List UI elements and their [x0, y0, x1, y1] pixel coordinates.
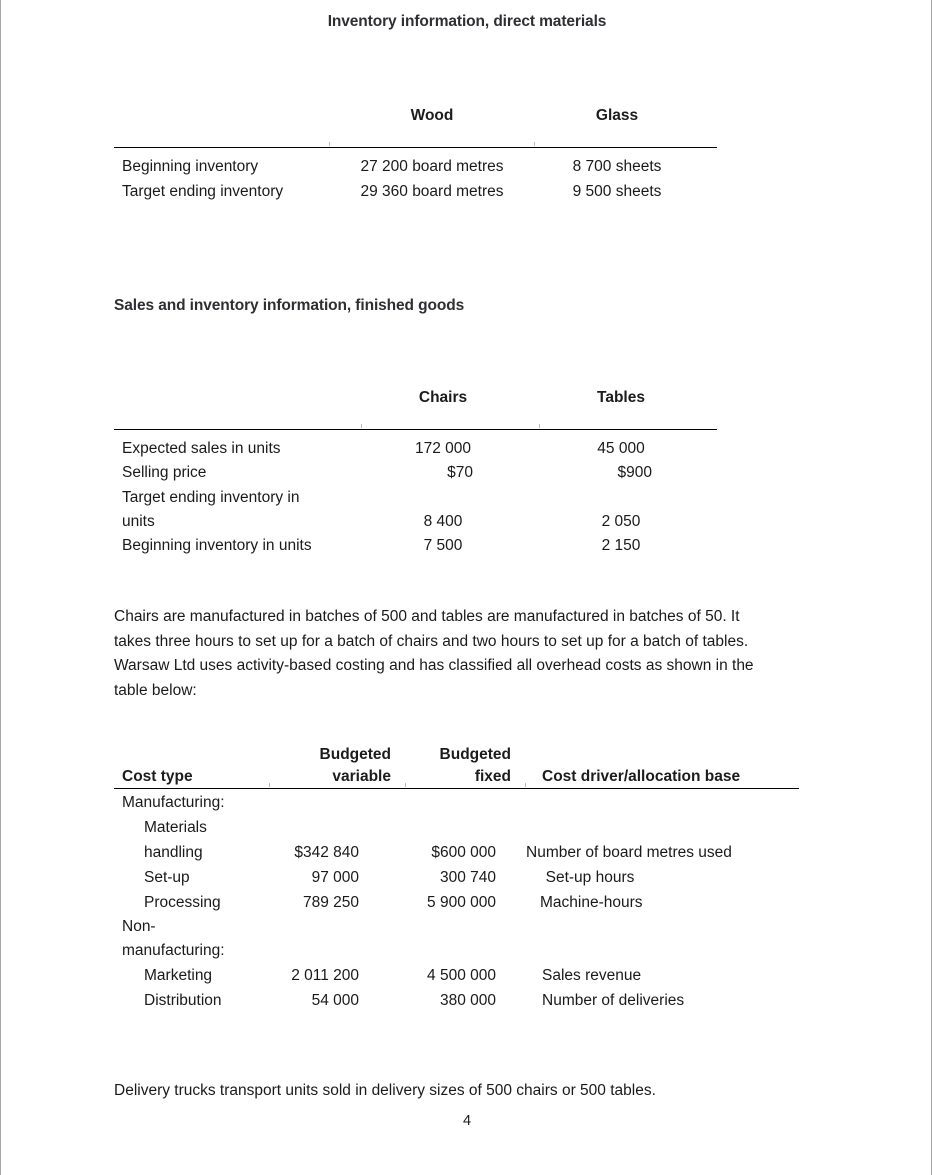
table-cell-value: 29 360 board metres	[360, 183, 504, 200]
table-cell-value: 380 000	[439, 992, 496, 1009]
table-cell-value: 789 250	[302, 894, 359, 911]
table-row-label: Processing	[144, 894, 221, 911]
finished-goods-heading: Sales and inventory information, finished goods	[114, 297, 465, 314]
table-row-label-cont: handling	[144, 844, 203, 861]
page-title: Inventory information, direct materials	[327, 13, 607, 30]
table-cell-value: 97 000	[311, 869, 359, 886]
materials-col-tick-2	[534, 142, 535, 146]
finished-goods-col-tick-1	[361, 424, 362, 428]
table-cell-value: 45 000	[597, 440, 645, 457]
batch-info-paragraph	[114, 605, 834, 703]
paragraph-line: Warsaw Ltd uses activity-based costing and has classified all overhead costs as shown in the	[114, 657, 754, 674]
materials-col-tick-1	[329, 142, 330, 146]
cost-table-header-budgeted-fixed: Budgeted	[439, 746, 511, 763]
paragraph-line: table below:	[114, 681, 197, 699]
table-cell-driver: Set-up hours	[545, 869, 635, 886]
cost-table-rule	[114, 788, 799, 789]
table-cell-value: 54 000	[311, 992, 359, 1009]
materials-inventory-table	[1, 0, 932, 210]
cost-table-col-tick-3	[525, 783, 526, 787]
page-number: 4	[462, 1113, 472, 1129]
table-cell-value: 2 011 200	[291, 967, 359, 984]
table-cell-value: 2 150	[601, 537, 641, 554]
table-cell-value: 8 400	[423, 513, 463, 530]
table-cell-value: 8 700 sheets	[572, 158, 662, 175]
table-row-label-cont: units	[122, 513, 155, 530]
cost-table-group-label: Manufacturing:	[122, 794, 225, 811]
cost-table-col-tick-2	[405, 783, 406, 787]
table-row-label: Materials	[144, 819, 207, 836]
table-cell-value: $70	[447, 464, 473, 481]
cost-table-header-budgeted-variable: Budgeted	[319, 746, 391, 763]
table-row-label: Selling price	[122, 464, 207, 481]
table-cell-driver: Sales revenue	[542, 967, 642, 984]
table-cell-value: 5 900 000	[427, 894, 496, 911]
cost-table-header-budgeted-variable-cont: variable	[332, 768, 391, 785]
table-cell-driver: Number of board metres used	[526, 844, 732, 861]
table-cell-driver: Machine-hours	[540, 894, 643, 911]
cost-table-col-tick-1	[269, 783, 270, 787]
paragraph-line: takes three hours to set up for a batch of chairs and two hours to set up for a batch of tables.	[114, 632, 749, 650]
table-cell-value: 27 200 board metres	[360, 158, 504, 175]
cost-table-header-budgeted-fixed-cont: fixed	[474, 768, 511, 785]
materials-col-header-wood: Wood	[410, 107, 454, 124]
finished-goods-col-header-tables: Tables	[597, 389, 645, 406]
table-row-label: Marketing	[144, 967, 213, 984]
materials-table-rule	[114, 147, 717, 148]
table-row-label: Expected sales in units	[122, 440, 281, 457]
table-cell-value: 172 000	[414, 440, 472, 457]
table-cell-value: 2 050	[601, 513, 641, 530]
cost-table-group-label: Non-	[122, 918, 156, 935]
cost-table-header-cost-type: Cost type	[122, 768, 193, 785]
table-cell-value: $342 840	[294, 844, 359, 861]
table-row-label: Distribution	[144, 992, 222, 1009]
table-cell-value: $900	[617, 464, 652, 481]
finished-goods-col-header-chairs: Chairs	[418, 389, 468, 406]
table-cell-value: $600 000	[431, 844, 496, 861]
table-cell-value: 4 500 000	[427, 967, 496, 984]
finished-goods-table-rule	[114, 429, 717, 430]
materials-col-header-glass: Glass	[595, 107, 639, 124]
finished-goods-col-tick-2	[539, 424, 540, 428]
table-row-label: Set-up	[144, 869, 190, 886]
table-row-label: Beginning inventory	[122, 158, 259, 175]
cost-table-header-cost-driver: Cost driver/allocation base	[542, 768, 741, 785]
delivery-note: Delivery trucks transport units sold in delivery sizes of 500 chairs or 500 tables.	[114, 1082, 656, 1099]
table-cell-driver: Number of deliveries	[542, 992, 685, 1009]
table-cell-value: 300 740	[439, 869, 496, 886]
table-row-label: Target ending inventory in	[122, 489, 300, 506]
table-cell-value: 7 500	[423, 537, 463, 554]
table-row-label: Beginning inventory in units	[122, 537, 312, 554]
cost-table-group-label-cont: manufacturing:	[122, 942, 225, 959]
table-row-label: Target ending inventory	[122, 183, 284, 200]
paragraph-line: Chairs are manufactured in batches of 500 and tables are manufactured in batches of 50. It	[114, 608, 740, 625]
table-cell-value: 9 500 sheets	[572, 183, 662, 200]
